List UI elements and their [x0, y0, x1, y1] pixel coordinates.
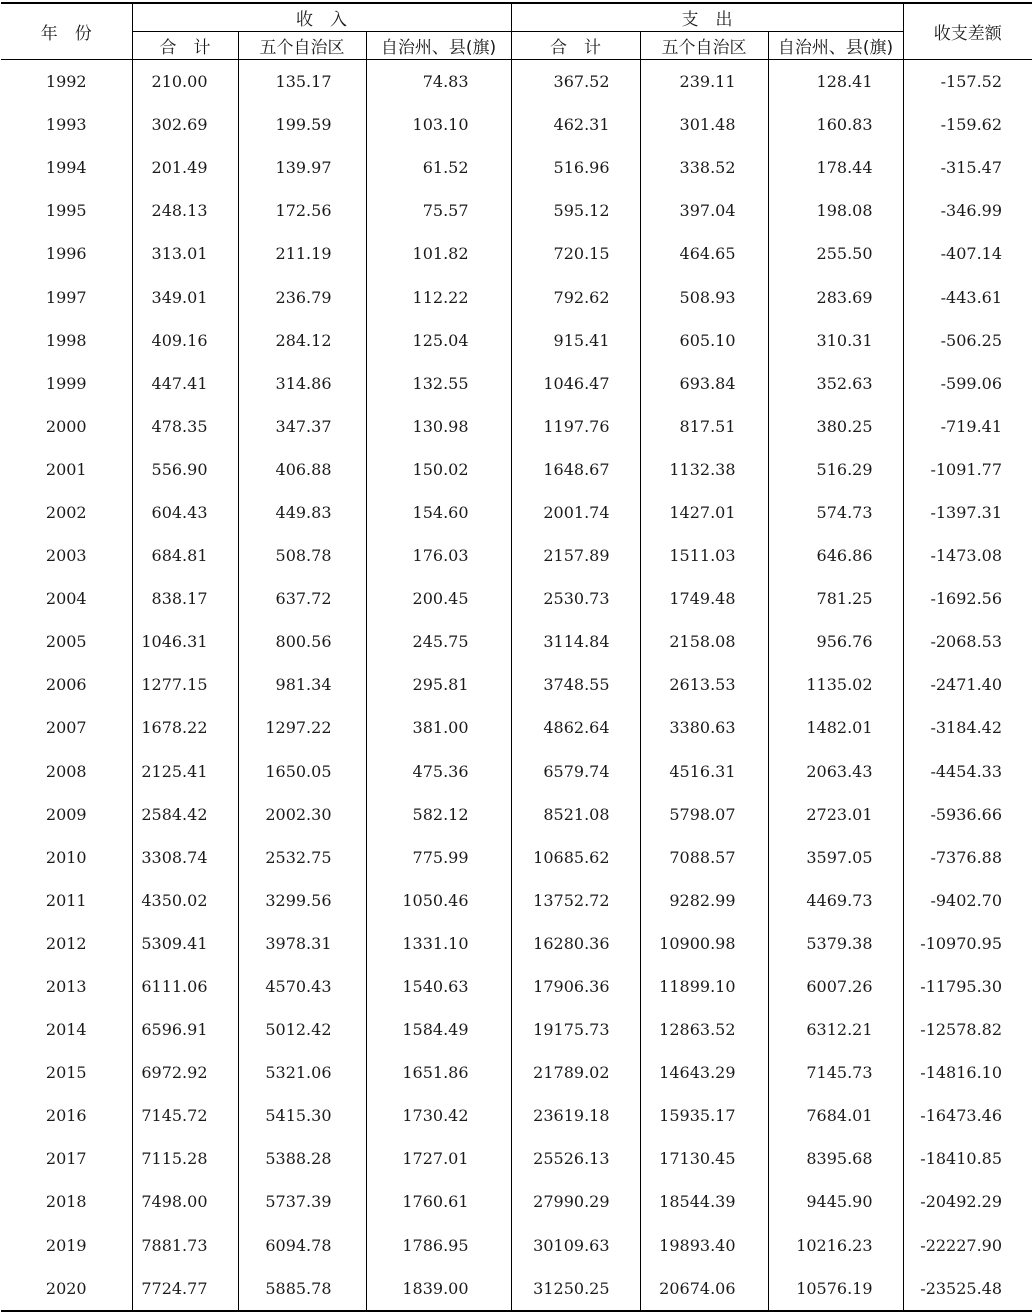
cell-expenditure-total: 13752.72 [511, 879, 640, 922]
cell-income-five-regions: 1650.05 [238, 750, 366, 793]
cell-expenditure-total: 1046.47 [511, 362, 640, 405]
table-row [1, 879, 1032, 922]
cell-year: 2010 [45, 847, 87, 867]
cell-year: 2017 [45, 1149, 87, 1169]
header-expenditure-total: 合 计 [511, 32, 640, 60]
table-body [1, 60, 1032, 1311]
cell-income-total: 478.35 [132, 405, 238, 448]
cell-income-prefectures: 1584.49 [366, 1008, 511, 1051]
cell-expenditure-five-regions: 2158.08 [640, 620, 768, 663]
cell-year: 2008 [45, 761, 87, 781]
table-row [1, 620, 1032, 663]
cell-expenditure-prefectures: 9445.90 [768, 1180, 903, 1223]
table-row [1, 750, 1032, 793]
cell-income-five-regions: 135.17 [238, 60, 366, 104]
cell-balance: -2068.53 [903, 620, 1032, 663]
cell-year: 2020 [1, 1267, 132, 1311]
cell-income-prefectures: 61.52 [366, 146, 511, 189]
cell-income-five-regions: 5885.78 [238, 1267, 366, 1311]
header-expenditure: 支 出 [511, 3, 903, 32]
table-row [1, 405, 1032, 448]
cell-income-prefectures: 200.45 [366, 577, 511, 620]
cell-expenditure-five-regions: 10900.98 [640, 922, 768, 965]
cell-expenditure-five-regions: 17130.45 [640, 1137, 768, 1180]
cell-year: 2019 [45, 1235, 87, 1255]
cell-expenditure-total: 462.31 [511, 103, 640, 146]
table-row [1, 793, 1032, 836]
cell-balance: -1473.08 [903, 534, 1032, 577]
cell-expenditure-prefectures: 380.25 [768, 405, 903, 448]
cell-income-total: 556.90 [132, 448, 238, 491]
table-row [1, 232, 1032, 275]
cell-income-total: 6596.91 [132, 1008, 238, 1051]
table-row [1, 534, 1032, 577]
cell-expenditure-five-regions: 397.04 [640, 189, 768, 232]
cell-balance: -159.62 [903, 103, 1032, 146]
cell-year: 2011 [45, 890, 87, 910]
cell-income-prefectures: 475.36 [366, 750, 511, 793]
cell-balance: -3184.42 [903, 706, 1032, 749]
cell-balance: -407.14 [903, 232, 1032, 275]
cell-expenditure-prefectures: 781.25 [768, 577, 903, 620]
table-row [1, 1051, 1032, 1094]
header-income-five-regions: 五个自治区 [238, 32, 366, 60]
cell-expenditure-prefectures: 283.69 [768, 275, 903, 318]
cell-expenditure-total: 720.15 [511, 232, 640, 275]
cell-year: 2016 [45, 1106, 87, 1126]
header-income-prefectures: 自治州、县(旗) [366, 32, 511, 60]
cell-expenditure-total: 16280.36 [511, 922, 640, 965]
cell-balance: -5936.66 [903, 793, 1032, 836]
cell-income-five-regions: 211.19 [238, 232, 366, 275]
cell-year: 1995 [45, 201, 87, 221]
cell-balance: -1397.31 [903, 491, 1032, 534]
table-row [1, 1008, 1032, 1051]
cell-income-five-regions: 172.56 [238, 189, 366, 232]
cell-income-total: 349.01 [132, 275, 238, 318]
cell-income-total: 201.49 [132, 146, 238, 189]
cell-income-prefectures: 176.03 [366, 534, 511, 577]
cell-income-total: 5309.41 [132, 922, 238, 965]
cell-expenditure-five-regions: 301.48 [640, 103, 768, 146]
cell-expenditure-five-regions: 1511.03 [640, 534, 768, 577]
cell-income-prefectures: 1651.86 [366, 1051, 511, 1094]
cell-year: 1993 [45, 115, 87, 135]
cell-income-five-regions: 1297.22 [238, 706, 366, 749]
cell-expenditure-total: 27990.29 [511, 1180, 640, 1223]
cell-income-total: 313.01 [132, 232, 238, 275]
cell-expenditure-five-regions: 605.10 [640, 319, 768, 362]
cell-year: 1996 [45, 244, 87, 264]
table-row [1, 491, 1032, 534]
cell-income-five-regions: 5321.06 [238, 1051, 366, 1094]
table-row [1, 706, 1032, 749]
cell-year: 2006 [45, 675, 87, 695]
cell-income-five-regions: 5415.30 [238, 1094, 366, 1137]
table-row [1, 103, 1032, 146]
cell-balance: -16473.46 [903, 1094, 1032, 1137]
cell-balance: -20492.29 [903, 1180, 1032, 1223]
cell-income-total: 302.69 [132, 103, 238, 146]
cell-balance: -9402.70 [903, 879, 1032, 922]
cell-income-total: 447.41 [132, 362, 238, 405]
cell-income-prefectures: 132.55 [366, 362, 511, 405]
table-row [1, 577, 1032, 620]
cell-expenditure-prefectures: 4469.73 [768, 879, 903, 922]
cell-year: 2013 [45, 977, 87, 997]
cell-expenditure-five-regions: 18544.39 [640, 1180, 768, 1223]
header-expenditure-prefectures: 自治州、县(旗) [768, 32, 903, 60]
cell-expenditure-total: 2157.89 [511, 534, 640, 577]
cell-income-total: 1046.31 [132, 620, 238, 663]
cell-balance: -1091.77 [903, 448, 1032, 491]
cell-expenditure-five-regions: 15935.17 [640, 1094, 768, 1137]
cell-balance: -23525.48 [903, 1267, 1032, 1311]
cell-income-prefectures: 381.00 [366, 706, 511, 749]
cell-expenditure-total: 23619.18 [511, 1094, 640, 1137]
cell-expenditure-prefectures: 10216.23 [768, 1224, 903, 1267]
cell-expenditure-prefectures: 1482.01 [768, 706, 903, 749]
cell-income-total: 4350.02 [132, 879, 238, 922]
header-balance: 收支差额 [903, 3, 1032, 60]
cell-expenditure-prefectures: 255.50 [768, 232, 903, 275]
cell-balance: -506.25 [903, 319, 1032, 362]
cell-balance: -443.61 [903, 275, 1032, 318]
cell-balance: -10970.95 [903, 922, 1032, 965]
cell-year: 2004 [45, 589, 87, 609]
cell-expenditure-total: 792.62 [511, 275, 640, 318]
cell-expenditure-five-regions: 464.65 [640, 232, 768, 275]
cell-expenditure-prefectures: 2063.43 [768, 750, 903, 793]
cell-balance: -7376.88 [903, 836, 1032, 879]
cell-expenditure-total: 367.52 [511, 60, 640, 104]
cell-expenditure-total: 1648.67 [511, 448, 640, 491]
cell-income-five-regions: 5737.39 [238, 1180, 366, 1223]
cell-income-five-regions: 347.37 [238, 405, 366, 448]
cell-expenditure-prefectures: 198.08 [768, 189, 903, 232]
cell-expenditure-prefectures: 8395.68 [768, 1137, 903, 1180]
cell-expenditure-five-regions: 693.84 [640, 362, 768, 405]
cell-year: 2014 [45, 1020, 87, 1040]
cell-income-five-regions: 981.34 [238, 663, 366, 706]
table-row [1, 189, 1032, 232]
cell-expenditure-prefectures: 646.86 [768, 534, 903, 577]
cell-year: 2007 [45, 718, 87, 738]
cell-expenditure-prefectures: 6007.26 [768, 965, 903, 1008]
cell-income-prefectures: 154.60 [366, 491, 511, 534]
cell-expenditure-five-regions: 1749.48 [640, 577, 768, 620]
table-row [1, 60, 1032, 104]
cell-year: 1998 [45, 330, 87, 350]
cell-expenditure-total: 516.96 [511, 146, 640, 189]
cell-income-five-regions: 314.86 [238, 362, 366, 405]
cell-income-total: 210.00 [132, 60, 238, 104]
header-income: 收 入 [132, 3, 511, 32]
cell-income-five-regions: 4570.43 [238, 965, 366, 1008]
cell-balance: -14816.10 [903, 1051, 1032, 1094]
cell-income-prefectures: 112.22 [366, 275, 511, 318]
cell-expenditure-prefectures: 6312.21 [768, 1008, 903, 1051]
cell-year: 2009 [45, 804, 87, 824]
cell-expenditure-total: 2001.74 [511, 491, 640, 534]
cell-expenditure-prefectures: 2723.01 [768, 793, 903, 836]
cell-expenditure-total: 25526.13 [511, 1137, 640, 1180]
cell-income-five-regions: 2532.75 [238, 836, 366, 879]
header-year: 年 份 [1, 3, 132, 60]
cell-income-five-regions: 637.72 [238, 577, 366, 620]
cell-expenditure-prefectures: 516.29 [768, 448, 903, 491]
cell-expenditure-five-regions: 3380.63 [640, 706, 768, 749]
cell-income-five-regions: 139.97 [238, 146, 366, 189]
cell-income-total: 6972.92 [132, 1051, 238, 1094]
cell-expenditure-prefectures: 574.73 [768, 491, 903, 534]
header-expenditure-five-regions: 五个自治区 [640, 32, 768, 60]
cell-income-total: 7115.28 [132, 1137, 238, 1180]
cell-balance: -11795.30 [903, 965, 1032, 1008]
cell-expenditure-total: 4862.64 [511, 706, 640, 749]
cell-income-total: 7145.72 [132, 1094, 238, 1137]
cell-income-five-regions: 199.59 [238, 103, 366, 146]
cell-balance: -2471.40 [903, 663, 1032, 706]
cell-expenditure-five-regions: 20674.06 [640, 1267, 768, 1311]
cell-income-five-regions: 5012.42 [238, 1008, 366, 1051]
cell-expenditure-prefectures: 1135.02 [768, 663, 903, 706]
cell-income-prefectures: 775.99 [366, 836, 511, 879]
cell-expenditure-total: 915.41 [511, 319, 640, 362]
cell-income-five-regions: 800.56 [238, 620, 366, 663]
cell-expenditure-total: 10685.62 [511, 836, 640, 879]
cell-income-five-regions: 2002.30 [238, 793, 366, 836]
cell-expenditure-five-regions: 508.93 [640, 275, 768, 318]
table-row [1, 1180, 1032, 1223]
cell-expenditure-total: 595.12 [511, 189, 640, 232]
cell-income-prefectures: 1050.46 [366, 879, 511, 922]
table-row [1, 362, 1032, 405]
cell-income-prefectures: 150.02 [366, 448, 511, 491]
cell-income-prefectures: 1760.61 [366, 1180, 511, 1223]
cell-expenditure-prefectures: 5379.38 [768, 922, 903, 965]
cell-income-prefectures: 1786.95 [366, 1224, 511, 1267]
cell-income-total: 3308.74 [132, 836, 238, 879]
cell-balance: -4454.33 [903, 750, 1032, 793]
table-row [1, 275, 1032, 318]
cell-expenditure-prefectures: 7145.73 [768, 1051, 903, 1094]
cell-income-five-regions: 508.78 [238, 534, 366, 577]
cell-income-total: 7881.73 [132, 1224, 238, 1267]
cell-income-prefectures: 74.83 [366, 60, 511, 104]
cell-year: 2000 [45, 416, 87, 436]
cell-expenditure-total: 6579.74 [511, 750, 640, 793]
cell-income-total: 248.13 [132, 189, 238, 232]
cell-expenditure-five-regions: 5798.07 [640, 793, 768, 836]
cell-year: 1997 [45, 287, 87, 307]
cell-expenditure-total: 3748.55 [511, 663, 640, 706]
cell-year: 2012 [45, 933, 87, 953]
cell-income-total: 6111.06 [132, 965, 238, 1008]
cell-year: 2001 [45, 459, 87, 479]
cell-expenditure-five-regions: 338.52 [640, 146, 768, 189]
cell-income-total: 684.81 [132, 534, 238, 577]
cell-year: 1992 [45, 72, 87, 92]
table-row [1, 146, 1032, 189]
cell-income-prefectures: 101.82 [366, 232, 511, 275]
cell-expenditure-total: 30109.63 [511, 1224, 640, 1267]
cell-expenditure-total: 31250.25 [511, 1267, 640, 1311]
cell-expenditure-five-regions: 7088.57 [640, 836, 768, 879]
cell-expenditure-prefectures: 178.44 [768, 146, 903, 189]
table-row [1, 319, 1032, 362]
cell-income-total: 838.17 [132, 577, 238, 620]
cell-balance: -315.47 [903, 146, 1032, 189]
header-income-total: 合 计 [132, 32, 238, 60]
table-row [1, 965, 1032, 1008]
cell-expenditure-five-regions: 4516.31 [640, 750, 768, 793]
cell-income-total: 2125.41 [132, 750, 238, 793]
cell-balance: -346.99 [903, 189, 1032, 232]
cell-balance: -22227.90 [903, 1224, 1032, 1267]
cell-expenditure-five-regions: 11899.10 [640, 965, 768, 1008]
cell-income-total: 7724.77 [132, 1267, 238, 1311]
cell-income-five-regions: 449.83 [238, 491, 366, 534]
cell-balance: -18410.85 [903, 1137, 1032, 1180]
fiscal-table [1, 2, 1032, 1312]
cell-expenditure-five-regions: 14643.29 [640, 1051, 768, 1094]
cell-income-five-regions: 6094.78 [238, 1224, 366, 1267]
cell-expenditure-total: 8521.08 [511, 793, 640, 836]
cell-income-prefectures: 130.98 [366, 405, 511, 448]
cell-income-prefectures: 75.57 [366, 189, 511, 232]
cell-income-total: 604.43 [132, 491, 238, 534]
cell-income-five-regions: 406.88 [238, 448, 366, 491]
cell-income-prefectures: 582.12 [366, 793, 511, 836]
cell-expenditure-total: 1197.76 [511, 405, 640, 448]
cell-expenditure-prefectures: 956.76 [768, 620, 903, 663]
cell-expenditure-five-regions: 12863.52 [640, 1008, 768, 1051]
table-row [1, 922, 1032, 965]
cell-income-total: 2584.42 [132, 793, 238, 836]
table-row [1, 663, 1032, 706]
cell-income-total: 1277.15 [132, 663, 238, 706]
cell-income-prefectures: 1727.01 [366, 1137, 511, 1180]
cell-income-total: 1678.22 [132, 706, 238, 749]
cell-expenditure-prefectures: 352.63 [768, 362, 903, 405]
cell-expenditure-five-regions: 1427.01 [640, 491, 768, 534]
cell-expenditure-five-regions: 2613.53 [640, 663, 768, 706]
cell-year: 2005 [45, 632, 87, 652]
cell-year: 2002 [45, 502, 87, 522]
cell-balance: -157.52 [903, 60, 1032, 104]
cell-year: 2018 [45, 1192, 87, 1212]
cell-balance: -1692.56 [903, 577, 1032, 620]
table-row [1, 1224, 1032, 1267]
cell-income-prefectures: 1839.00 [366, 1267, 511, 1311]
cell-income-total: 409.16 [132, 319, 238, 362]
cell-income-five-regions: 3299.56 [238, 879, 366, 922]
table-row [1, 1267, 1032, 1311]
cell-income-prefectures: 245.75 [366, 620, 511, 663]
table-row [1, 1094, 1032, 1137]
cell-balance: -12578.82 [903, 1008, 1032, 1051]
cell-expenditure-prefectures: 310.31 [768, 319, 903, 362]
cell-income-prefectures: 125.04 [366, 319, 511, 362]
cell-expenditure-prefectures: 10576.19 [768, 1267, 903, 1311]
cell-expenditure-total: 3114.84 [511, 620, 640, 663]
cell-expenditure-five-regions: 19893.40 [640, 1224, 768, 1267]
cell-income-prefectures: 1540.63 [366, 965, 511, 1008]
cell-expenditure-five-regions: 817.51 [640, 405, 768, 448]
cell-income-five-regions: 236.79 [238, 275, 366, 318]
cell-year: 2003 [45, 546, 87, 566]
cell-expenditure-five-regions: 239.11 [640, 60, 768, 104]
cell-income-five-regions: 5388.28 [238, 1137, 366, 1180]
cell-expenditure-total: 19175.73 [511, 1008, 640, 1051]
cell-expenditure-five-regions: 9282.99 [640, 879, 768, 922]
cell-year: 2015 [45, 1063, 87, 1083]
cell-expenditure-prefectures: 3597.05 [768, 836, 903, 879]
table-row [1, 836, 1032, 879]
cell-income-prefectures: 1730.42 [366, 1094, 511, 1137]
cell-expenditure-five-regions: 1132.38 [640, 448, 768, 491]
cell-balance: -719.41 [903, 405, 1032, 448]
cell-income-prefectures: 295.81 [366, 663, 511, 706]
cell-year: 1999 [45, 373, 87, 393]
table-row [1, 1137, 1032, 1180]
cell-expenditure-total: 17906.36 [511, 965, 640, 1008]
table-row [1, 448, 1032, 491]
cell-income-total: 7498.00 [132, 1180, 238, 1223]
cell-income-prefectures: 103.10 [366, 103, 511, 146]
cell-expenditure-total: 2530.73 [511, 577, 640, 620]
cell-income-prefectures: 1331.10 [366, 922, 511, 965]
cell-expenditure-prefectures: 160.83 [768, 103, 903, 146]
cell-balance: -599.06 [903, 362, 1032, 405]
cell-expenditure-prefectures: 128.41 [768, 60, 903, 104]
cell-income-five-regions: 3978.31 [238, 922, 366, 965]
cell-expenditure-prefectures: 7684.01 [768, 1094, 903, 1137]
cell-expenditure-total: 21789.02 [511, 1051, 640, 1094]
cell-income-five-regions: 284.12 [238, 319, 366, 362]
cell-year: 1994 [45, 158, 87, 178]
